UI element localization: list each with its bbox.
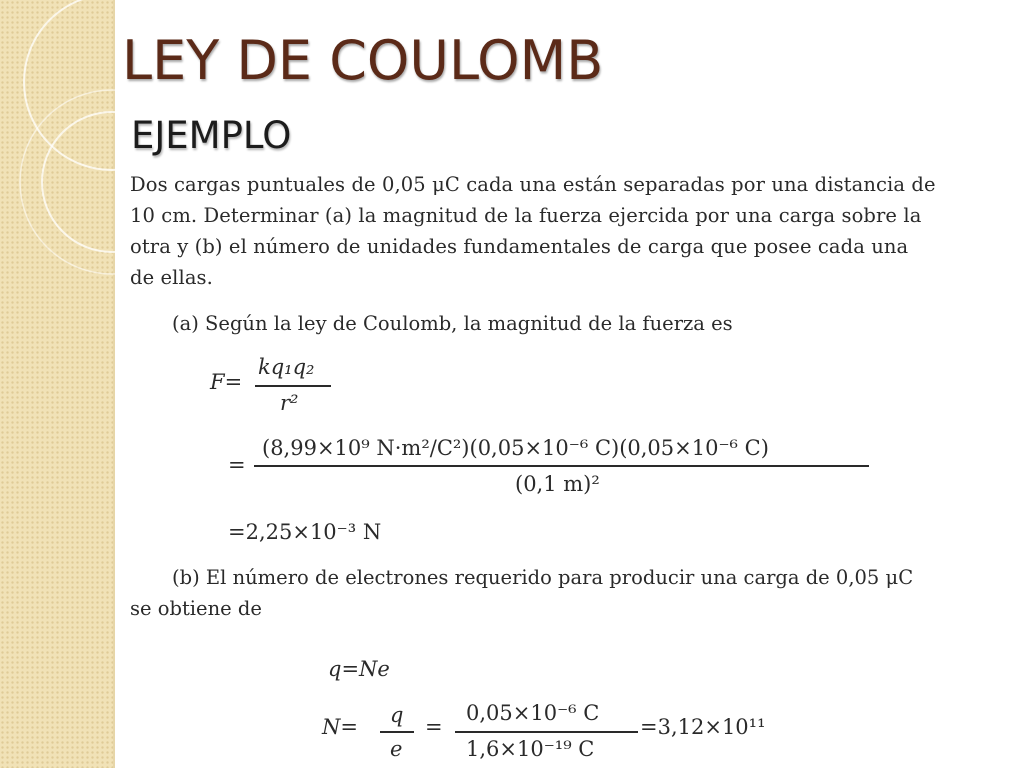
part-b-line-2: se obtiene de: [130, 597, 262, 620]
problem-line-4: de ellas.: [130, 266, 213, 289]
n-numerator-q: q: [390, 703, 404, 727]
decorative-circles: [0, 0, 140, 300]
n-label: N=: [322, 715, 358, 739]
n-denominator-e: e: [390, 737, 403, 761]
n-fraction-bar-1: [380, 731, 414, 733]
n-numerator-value: 0,05×10⁻⁶ C: [466, 701, 600, 725]
n-denominator-value: 1,6×10⁻¹⁹ C: [466, 737, 595, 761]
substitution-fraction-bar: [254, 465, 869, 467]
slide-title: LEY DE COULOMB: [122, 29, 604, 92]
force-label: F=: [210, 370, 243, 394]
part-a-intro: (a) Según la ley de Coulomb, la magnitud de la fuerza es: [172, 312, 733, 335]
problem-line-2: 10 cm. Determinar (a) la magnitud de la fuerza ejercida por una carga sobre la: [130, 204, 922, 227]
force-result: =2,25×10⁻³ N: [228, 520, 382, 544]
equals-sign: =: [228, 453, 246, 477]
slide-subtitle: EJEMPLO: [131, 114, 292, 157]
force-denominator: r²: [280, 391, 299, 415]
problem-line-1: Dos cargas puntuales de 0,05 μC cada una están separadas por una distancia de: [130, 173, 936, 196]
force-numerator: kq₁q₂: [258, 355, 315, 379]
n-equals-sign: =: [425, 715, 443, 739]
substitution-denominator: (0,1 m)²: [515, 472, 600, 496]
charge-equation: q=Ne: [328, 657, 390, 681]
problem-line-3: otra y (b) el número de unidades fundamentales de carga que posee cada una: [130, 235, 909, 258]
n-result: =3,12×10¹¹: [640, 715, 766, 739]
part-b-line-1: (b) El número de electrones requerido para producir una carga de 0,05 μC: [172, 566, 914, 589]
substitution-numerator: (8,99×10⁹ N·m²/C²)(0,05×10⁻⁶ C)(0,05×10⁻⁶ C): [262, 436, 769, 460]
n-fraction-bar-2: [455, 731, 638, 733]
force-fraction-bar: [255, 385, 331, 387]
